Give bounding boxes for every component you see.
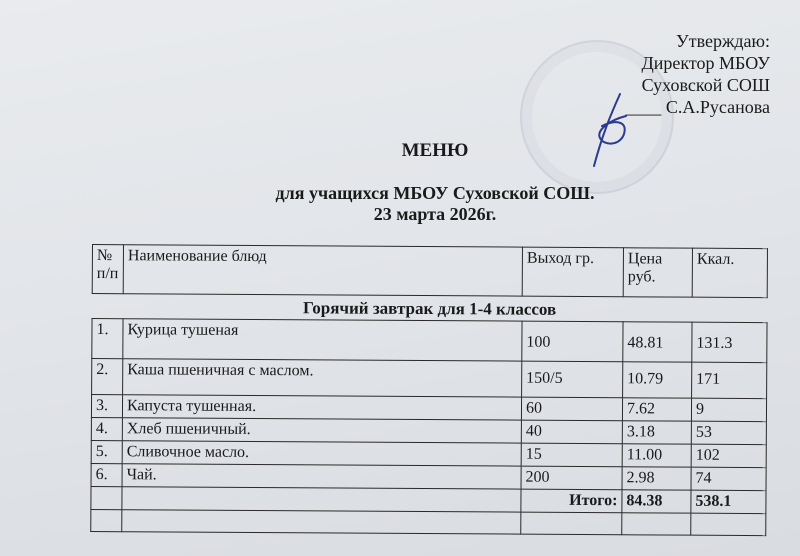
page-subtitle [0,183,800,225]
approval-label: Утверждаю: [675,31,770,51]
approval-signatory: ____ С.А.Русанова [625,97,770,117]
table-header-row [92,245,767,298]
row-kcal: 53 [691,421,766,444]
row-name: Хлеб пшеничный. [122,418,521,443]
row-output: 15 [521,443,622,467]
table-row [92,319,767,363]
header-price: Цена руб. [623,248,692,297]
total-price: 84.38 [622,490,691,513]
page-title: МЕНЮ [401,140,469,161]
row-output: 200 [521,466,622,490]
approval-school: Суховской СОШ [641,75,770,95]
row-num: 3. [91,395,122,418]
blank-cell [91,509,122,531]
row-name: Сливочное масло. [122,441,521,466]
header-num: № п/п [92,245,123,294]
row-price: 7.62 [622,398,691,421]
subtitle-date: 23 марта 2026г. [373,204,497,224]
row-name: Капуста тушенная. [122,395,521,420]
row-output: 40 [521,420,622,444]
header-name: Наименование блюд [123,245,522,296]
row-kcal: 171 [692,362,767,398]
row-kcal: 131.3 [692,322,767,362]
header-output: Выход гр. [522,247,623,297]
subtitle-school: для учащихся МБОУ Суховской СОШ. [275,183,595,203]
section-title: Горячий завтрак для 1-4 классов [302,298,557,319]
row-kcal: 74 [691,467,766,490]
approval-position: Директор МБОУ [641,53,770,73]
total-kcal: 538.1 [691,490,766,513]
row-kcal: 102 [691,444,766,467]
blank-cell [691,513,766,535]
row-num: 5. [91,440,122,463]
row-num: 4. [91,417,122,440]
row-name: Курица тушеная [123,319,522,361]
row-output: 60 [521,397,622,421]
blank-cell [521,512,622,535]
total-label: Итого: [521,489,622,513]
row-name: Чай. [122,464,521,489]
signature-icon [580,86,660,176]
header-kcal: Ккал. [692,248,767,297]
row-num: 6. [91,463,122,486]
blank-cell [122,510,521,534]
total-empty-num [91,486,122,509]
row-num: 2. [92,359,123,395]
row-name: Каша пшеничная с маслом. [123,359,522,397]
row-kcal: 9 [691,398,766,421]
row-price: 3.18 [622,421,691,444]
table-row [92,359,767,399]
row-price: 2.98 [622,467,691,490]
row-output: 150/5 [522,361,623,398]
row-price: 11.00 [622,444,691,467]
row-price: 48.81 [623,322,692,362]
blank-cell [622,513,691,535]
blank-row [91,509,766,535]
row-num: 1. [92,319,123,359]
row-output: 100 [522,321,623,362]
menu-table [90,244,768,536]
row-price: 10.79 [623,362,692,398]
total-empty-name [122,487,521,512]
